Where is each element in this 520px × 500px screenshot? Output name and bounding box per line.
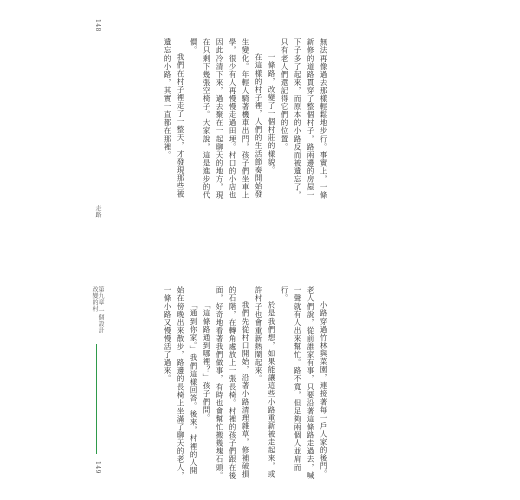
paragraph: 「這條路通到哪裡？」孩子們問。 bbox=[202, 301, 211, 422]
paragraph: 小路穿過竹林與菜園，連接著每一戶人家的後門。老人們說，從前誰家有事，只要沿著這條路走過去，喊一聲就有人出來幫忙。路不寬，但足夠兩個人並肩而行。 bbox=[280, 286, 328, 480]
running-head-bottom: 第九章 一個設計改變的村 bbox=[91, 286, 104, 334]
top-text-block bbox=[90, 38, 330, 206]
paragraph: 一條路，改變了一個村莊的樣貌。 bbox=[267, 53, 276, 174]
paragraph: 於是我們想，如果能讓這些小路重新被走起來，或許村子也會重新熱鬧起來。 bbox=[254, 286, 276, 479]
bottom-text-block bbox=[90, 286, 330, 482]
page-number-bottom: 149 bbox=[94, 460, 101, 474]
paragraph: 我們先從村口開始，沿著小路清理雜草，修補破損的石階，在轉角處放上一張長椅。村裡的孩子們跟在後面，好奇地看著我們做事，有時也會幫忙搬幾塊石頭。 bbox=[215, 286, 250, 480]
paragraph: 我們在村子裡走了一整天，才發現那些被遺忘的小路，其實一直都在那裡。 bbox=[163, 38, 185, 199]
paragraph: 無法再像過去那樣輕鬆地步行。事實上，一條新修的道路貫穿了整個村子，路兩邊的房屋一下子多了起來，而原本的小路反而被遺忘了，只有老人們還記得它們的位置。 bbox=[280, 38, 328, 199]
running-head-top: 走路 bbox=[94, 204, 101, 218]
paragraph: 在這樣的村子裡，人們的生活節奏開始發生變化。年輕人騎著機車出門，孩子們坐車上學，很少有人再慢慢走過田埂。村口的小店也因此冷清下來，過去聚在一起聊天的地方，現在只剩下幾張空椅子。大家說，這是進步的代價。 bbox=[189, 38, 263, 199]
paragraph: 「通到你家。」我們這樣回答。後來，村裡的人開始在傍晚出來散步，路邊的長椅上坐滿了聊天的老人，一條小路又慢慢活了過來。 bbox=[163, 286, 198, 480]
page-number-top: 148 bbox=[94, 18, 101, 32]
